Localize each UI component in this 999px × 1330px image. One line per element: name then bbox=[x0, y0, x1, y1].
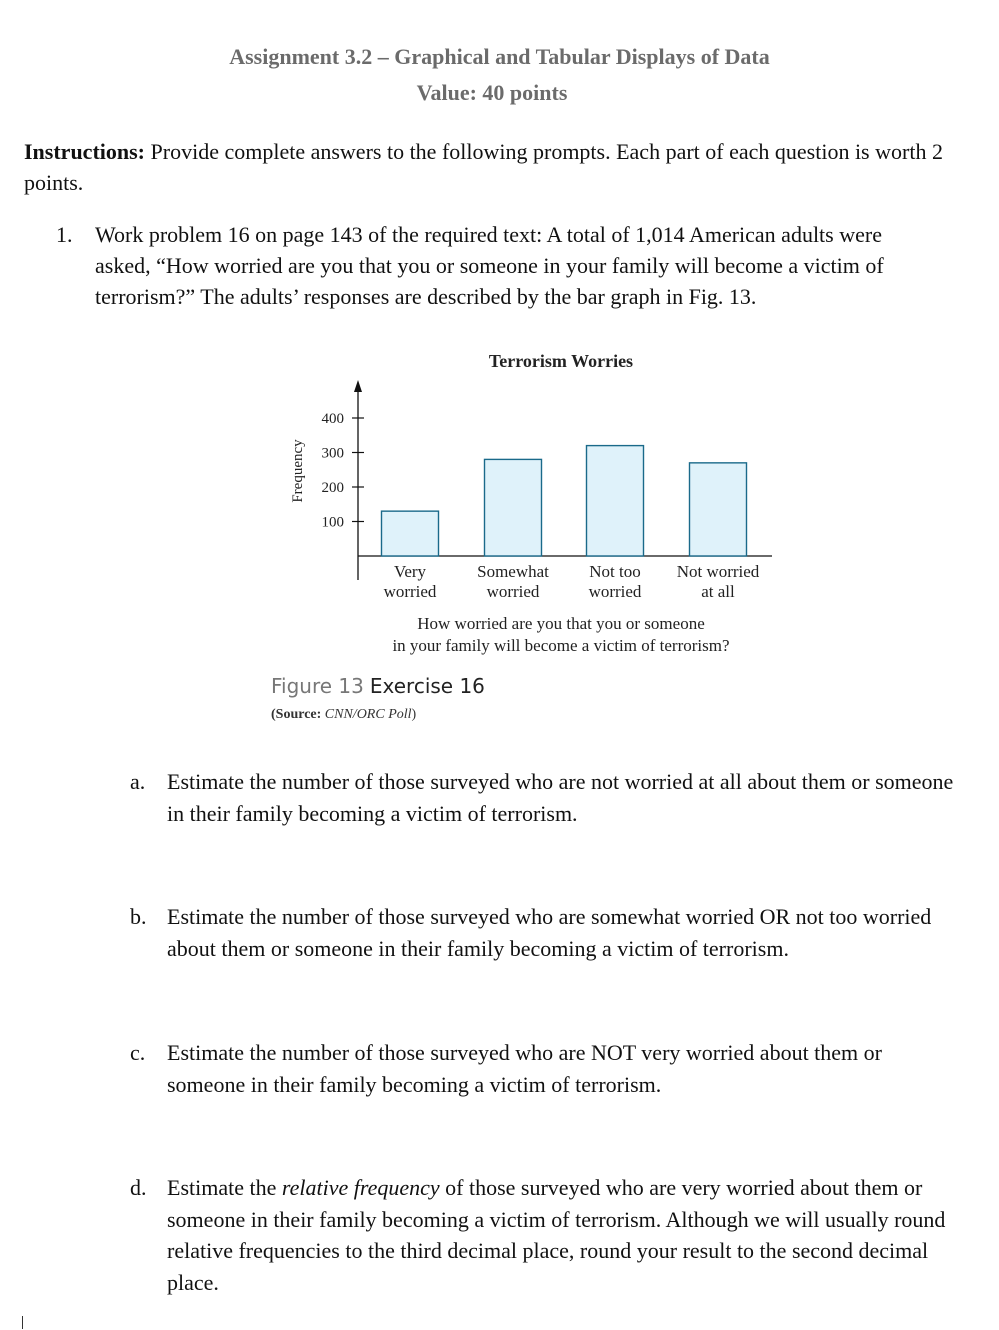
y-tick-label: 200 bbox=[321, 480, 344, 496]
source-name: CNN/ORC Poll bbox=[324, 707, 412, 722]
point-value: Value: 40 points bbox=[416, 80, 568, 105]
y-tick-label: 300 bbox=[321, 445, 344, 462]
part-text-before: Estimate the bbox=[167, 1175, 282, 1200]
category-label: Not too bbox=[589, 562, 641, 581]
chart-title: Terrorism Worries bbox=[488, 351, 634, 371]
question-text: Work problem 16 on page 143 of the required text: A total of 1,014 American adults were asked, “How worried are you that you or someone in your family will become a victim of terrorism?” The adults’ responses are described by the bar graph in Fig. 13. bbox=[95, 222, 884, 309]
category-label: at all bbox=[701, 582, 735, 601]
part-text: Estimate the number of those surveyed who are somewhat worried OR not too worried about them or someone in their family becoming a victim of terrorism. bbox=[167, 904, 932, 961]
figure-source bbox=[271, 707, 416, 723]
y-tick-label: 100 bbox=[321, 514, 344, 531]
bar bbox=[690, 463, 747, 556]
exercise-label: Exercise 16 bbox=[369, 674, 485, 698]
category-label: Somewhat bbox=[477, 562, 549, 581]
bar bbox=[485, 459, 542, 556]
source-close: ) bbox=[411, 707, 417, 722]
part-text: Estimate the number of those surveyed who are not worried at all about them or someone in their family becoming a victim of terrorism. bbox=[167, 769, 954, 826]
page-title: Assignment 3.2 – Graphical and Tabular Displays of Data bbox=[229, 44, 770, 69]
instructions-label: Instructions: bbox=[24, 139, 146, 164]
part-text-after: of those surveyed who are very worried about them or someone in their family becoming a victim of terrorism. Although we will usually round relative frequencies to the third decimal place, round your result to the second decimal place. bbox=[167, 1175, 946, 1295]
figure-caption bbox=[271, 674, 485, 698]
y-axis-arrow bbox=[354, 380, 362, 392]
part-text: Estimate the number of those surveyed who are NOT very worried about them or someone in their family becoming a victim of terrorism. bbox=[167, 1040, 882, 1097]
part-letter: a. bbox=[130, 769, 146, 794]
x-axis-label-line1: How worried are you that you or someone bbox=[417, 614, 705, 633]
instructions bbox=[24, 136, 964, 198]
question-number: 1. bbox=[56, 222, 73, 247]
category-label: Not worried bbox=[676, 562, 760, 581]
x-axis-label-line2: in your family will become a victim of terrorism? bbox=[392, 636, 730, 655]
text-cursor bbox=[22, 1316, 23, 1329]
part-letter: b. bbox=[130, 904, 147, 929]
source-label: (Source: bbox=[271, 707, 322, 722]
bar-chart bbox=[270, 340, 790, 660]
y-axis-label: Frequency bbox=[290, 439, 306, 503]
y-tick-label: 400 bbox=[321, 411, 344, 427]
figure-label: Figure 13 bbox=[271, 674, 364, 698]
bar bbox=[587, 446, 644, 556]
category-label: worried bbox=[486, 582, 540, 601]
instructions-text: Provide complete answers to the following prompts. Each part of each question is worth 2 points. bbox=[24, 139, 943, 195]
part-text-emphasis: relative frequency bbox=[281, 1175, 440, 1200]
category-label: worried bbox=[383, 582, 437, 601]
bar bbox=[382, 511, 439, 556]
part-text bbox=[167, 1172, 957, 1298]
category-label: Very bbox=[393, 562, 427, 581]
part-letter: c. bbox=[130, 1040, 146, 1065]
plot-area bbox=[322, 380, 773, 601]
category-label: worried bbox=[588, 582, 642, 601]
part-letter: d. bbox=[130, 1175, 147, 1200]
